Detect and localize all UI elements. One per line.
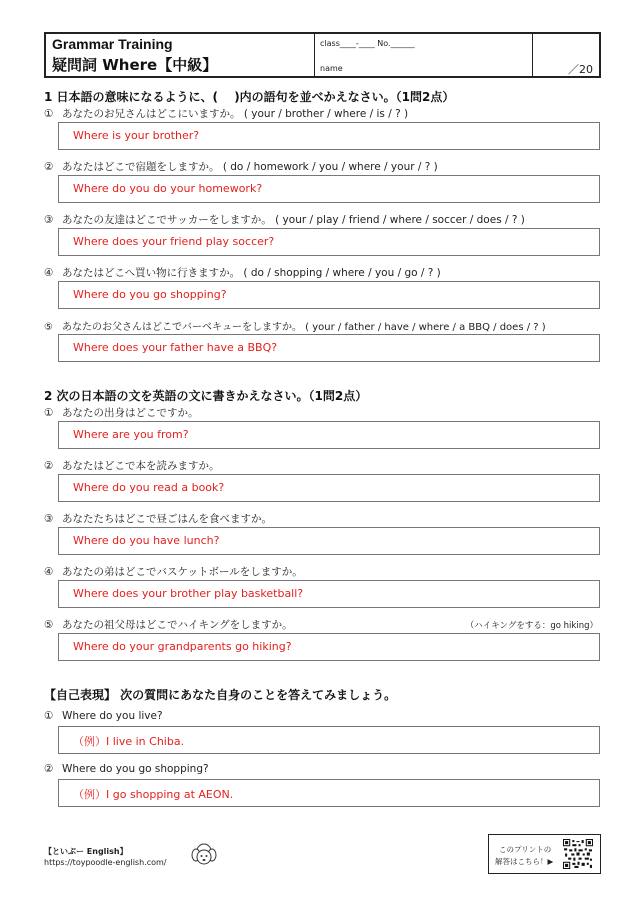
section2-question-5: ⑤ あなたの祖父母はどこでハイキングをしますか。: [44, 619, 293, 631]
answer-box[interactable]: [58, 228, 600, 256]
worksheet-subtitle: 疑問詞 Where【中級】: [52, 56, 218, 74]
poodle-mascot-icon: [186, 840, 222, 870]
brand-name: 【といぷー English】: [44, 847, 128, 856]
qr-code-icon[interactable]: [563, 839, 593, 869]
section1-title: 1 日本語の意味になるように、( )内の語句を並べかえなさい。（1問2点）: [44, 90, 455, 104]
answer-box[interactable]: [58, 580, 600, 608]
answer-text: Where are you from?: [73, 428, 189, 441]
site-url-link[interactable]: https://toypoodle-english.com/: [44, 858, 167, 867]
answer-box[interactable]: [58, 474, 600, 502]
section1-question-1: ① あなたのお兄さんはどこにいますか。 ( your / brother / where / is / ? ): [44, 108, 409, 120]
answer-text: Where do you do your homework?: [73, 182, 263, 195]
score-cell: [532, 34, 599, 76]
section2-question-2: ② あなたはどこで本を読みますか。: [44, 460, 220, 472]
answer-box[interactable]: [58, 281, 600, 309]
score-label: ／20: [568, 63, 593, 76]
answer-box[interactable]: [58, 726, 600, 754]
answer-box[interactable]: [58, 175, 600, 203]
answer-box[interactable]: [58, 421, 600, 449]
answer-text: Where do your grandparents go hiking?: [73, 640, 292, 653]
title-cell: [46, 34, 315, 76]
student-info-cell: [314, 34, 533, 76]
section1-question-2: ② あなたはどこで宿題をしますか。 ( do / homework / you / where / your / ? ): [44, 161, 438, 173]
answer-box[interactable]: [58, 779, 600, 807]
worksheet-header: [44, 32, 601, 78]
section1-question-3: ③ あなたの友達はどこでサッカーをしますか。 ( your / play / friend / where / soccer / does / ? ): [44, 214, 525, 226]
section1-question-4: ④ あなたはどこへ買い物に行きますか。 ( do / shopping / where / you / go / ? ): [44, 267, 441, 279]
answer-text: （例）I live in Chiba.: [73, 735, 185, 748]
answer-box[interactable]: [58, 122, 600, 150]
worksheet-title: Grammar Training: [52, 36, 173, 52]
answer-text: Where does your father have a BBQ?: [73, 341, 278, 354]
answer-link-box[interactable]: [488, 834, 601, 874]
answer-text: Where is your brother?: [73, 129, 200, 142]
answer-text: （例）I go shopping at AEON.: [73, 788, 234, 801]
answer-text: Where do you have lunch?: [73, 534, 220, 547]
section3-title: 【自己表現】 次の質問にあなた自身のことを答えてみましょう。: [44, 688, 397, 702]
answer-box[interactable]: [58, 334, 600, 362]
answer-text: Where does your brother play basketball?: [73, 587, 304, 600]
section3-question-2: ② Where do you go shopping?: [44, 763, 209, 775]
section2-question-4: ④ あなたの弟はどこでバスケットボールをしますか。: [44, 566, 303, 578]
hint-text: （ハイキングをする：go hiking）: [465, 621, 598, 631]
section3-question-1: ① Where do you live?: [44, 710, 163, 722]
section2-question-1: ① あなたの出身はどこですか。: [44, 407, 199, 419]
answer-box[interactable]: [58, 527, 600, 555]
section2-question-3: ③ あなたたちはどこで昼ごはんを食べますか。: [44, 513, 272, 525]
answer-link-line2: 解答はこちら！▶: [495, 857, 554, 866]
answer-text: Where do you read a book?: [73, 481, 225, 494]
answer-link-line1: このプリントの: [499, 845, 552, 854]
answer-box[interactable]: [58, 633, 600, 661]
section1-question-5: ⑤ あなたのお父さんはどこでバーベキューをしますか。 ( your / father / have / where / a BBQ / does / ? ): [44, 322, 546, 333]
answer-text: Where does your friend play soccer?: [73, 235, 275, 248]
class-label: class____-____ No.______: [320, 39, 415, 48]
name-label: name: [320, 64, 343, 73]
section2-title: 2 次の日本語の文を英語の文に書きかえなさい。（1問2点）: [44, 389, 368, 403]
answer-text: Where do you go shopping?: [73, 288, 227, 301]
